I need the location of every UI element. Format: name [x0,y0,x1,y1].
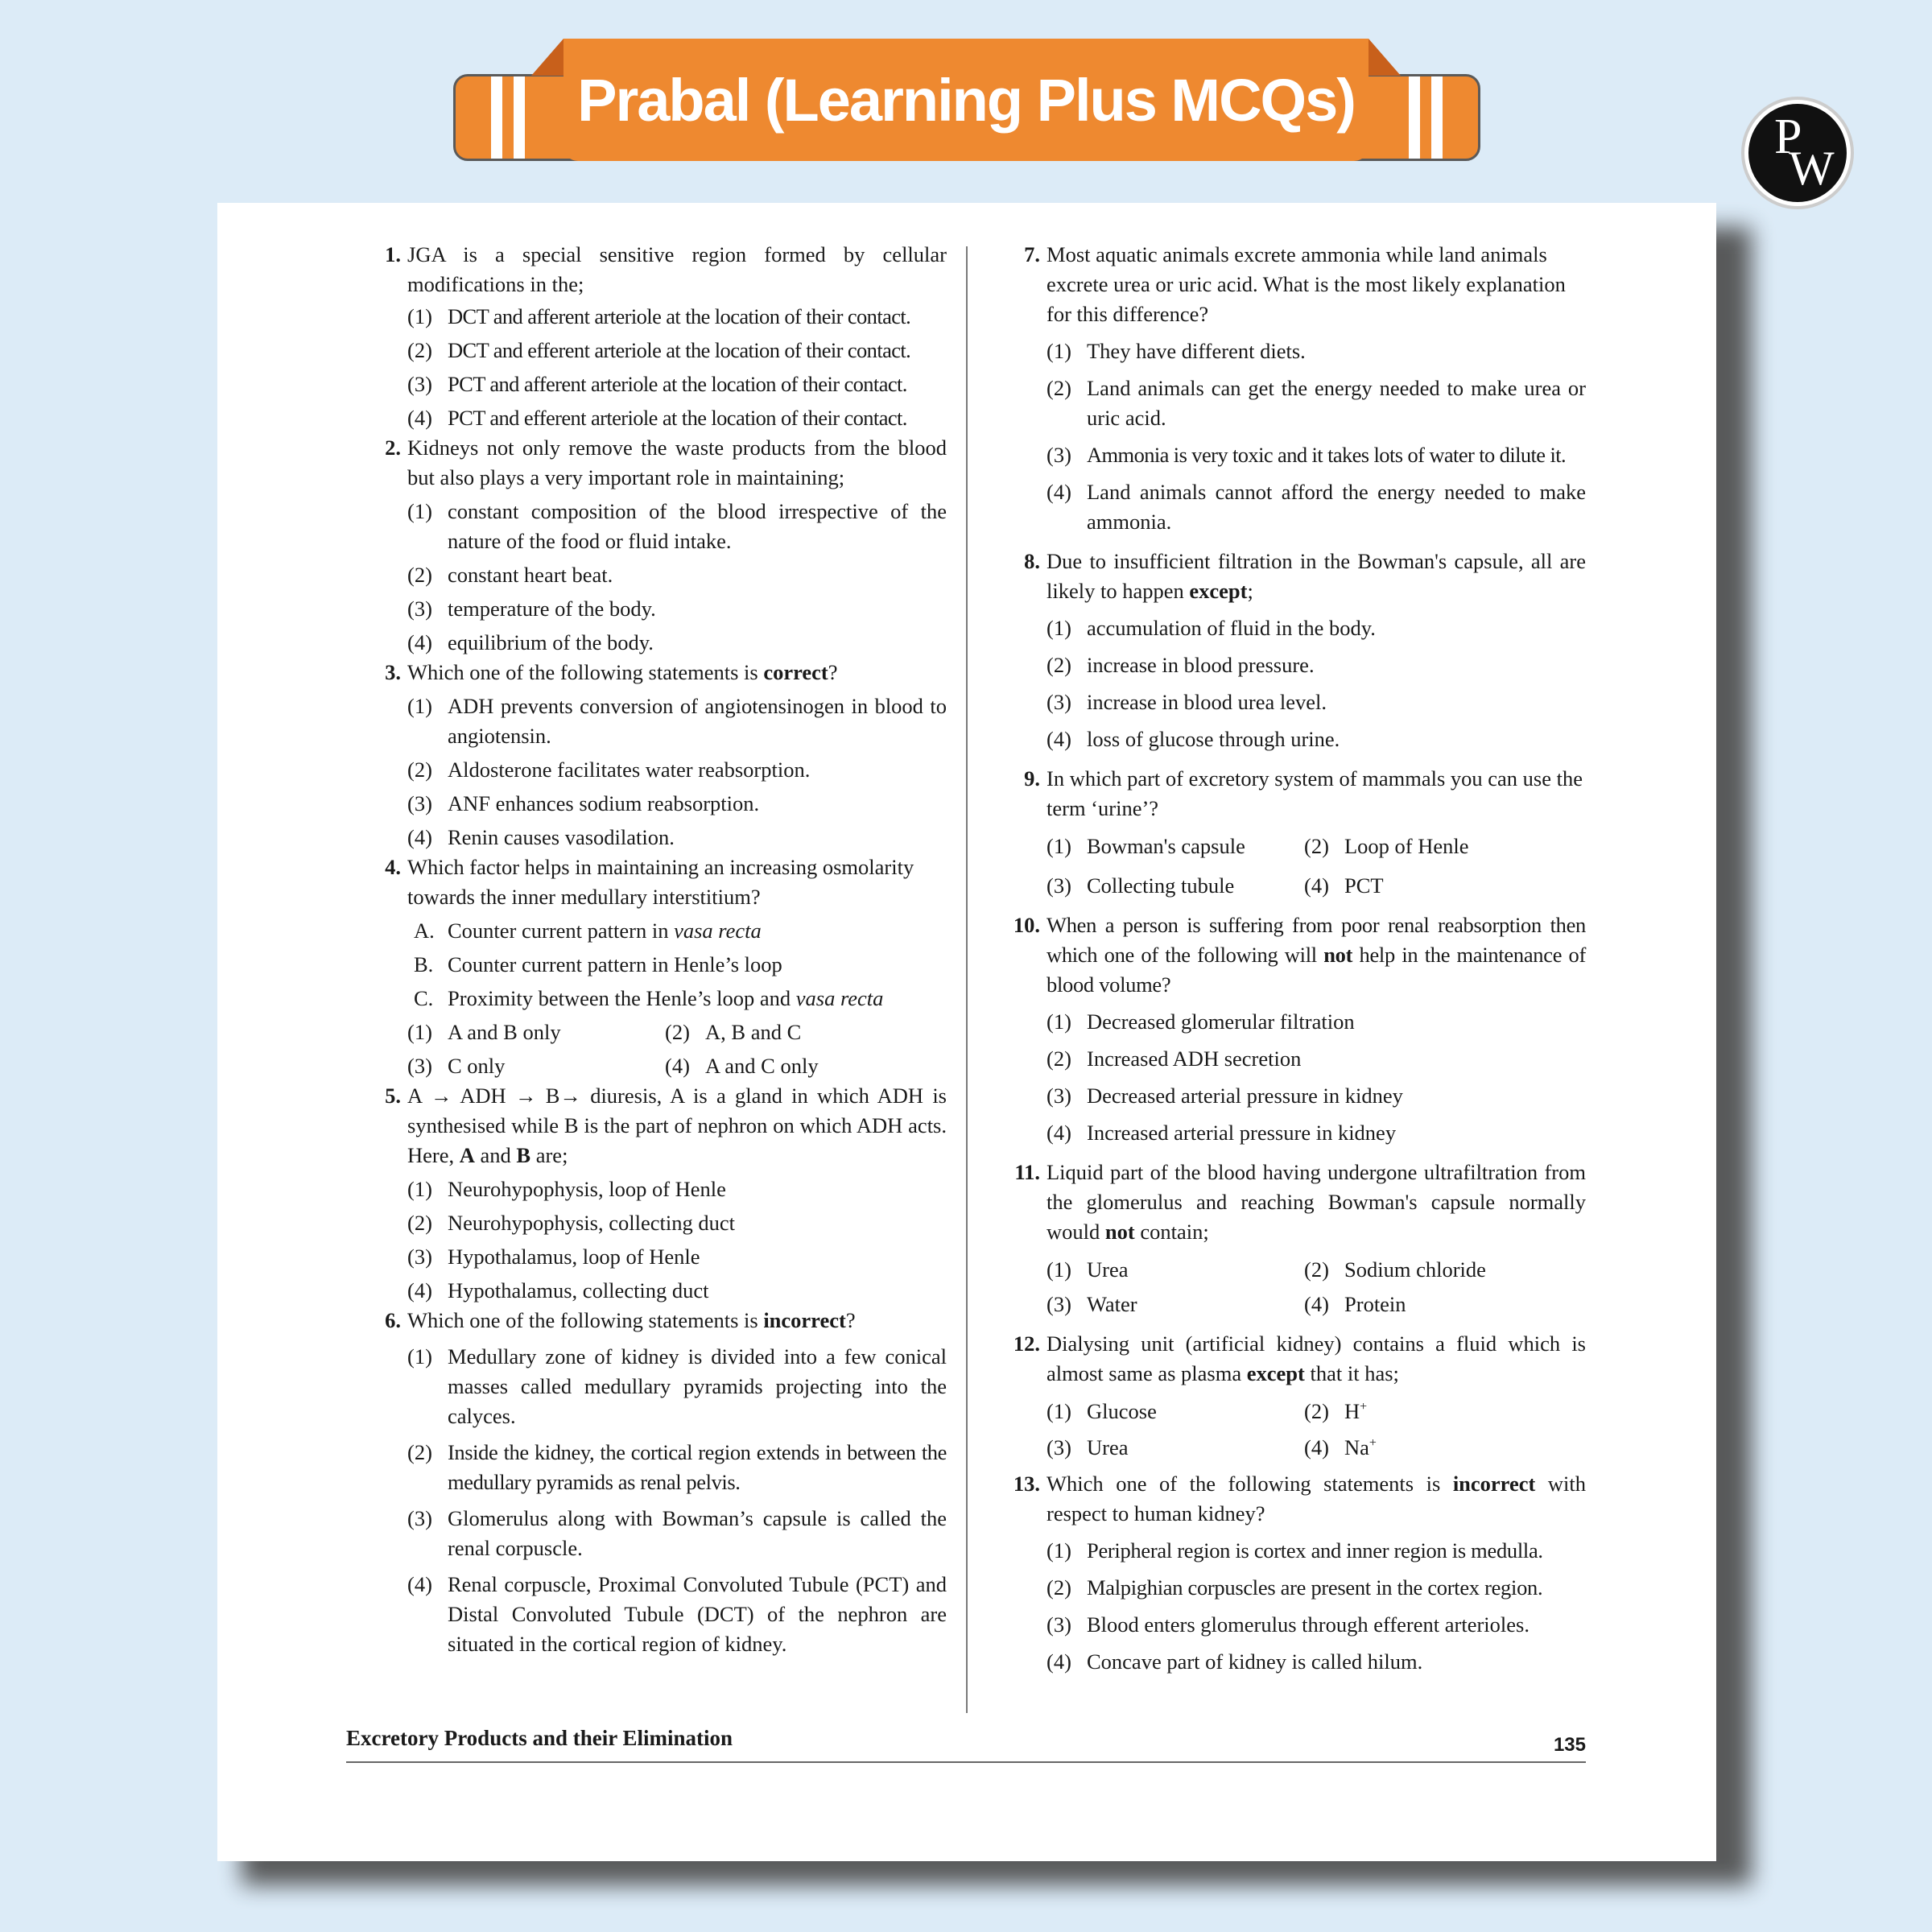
page-number: 135 [1553,1734,1586,1756]
option-text: temperature of the body. [448,597,656,621]
question [369,1081,947,1306]
option-text: Glomerulus along with Bowman’s capsule is called the renal corpuscle. [448,1506,947,1560]
banner-title: Prabal (Learning Plus MCQs) [577,66,1355,134]
option-text: Bowman's capsule [1087,834,1245,858]
banner [564,39,1368,161]
option-text: PCT and efferent arteriole at the location of their contact. [448,406,907,430]
option-label: (2) [1046,1046,1071,1071]
option-label: (4) [407,630,432,654]
option-text: A and B only [448,1020,561,1044]
option-label: (3) [1046,690,1071,714]
option-label: (1) [1046,616,1071,640]
option-text: Blood enters glomerulus through efferent arterioles. [1087,1612,1530,1637]
option-text: Land animals cannot afford the energy needed to make ammonia. [1087,480,1586,534]
option-text: Hypothalamus, loop of Henle [448,1245,700,1269]
question-number: 12. [1013,1331,1040,1356]
question-number: 13. [1013,1472,1040,1496]
option-label: (2) [1046,653,1071,677]
question-text: When a person is suffering from poor renal reabsorption then which one of the following will not help in the maintenance of blood volume? [1046,913,1587,997]
option-label: (1) [1046,1399,1071,1423]
option-label: (2) [407,563,432,587]
option-text: DCT and afferent arteriole at the location of their contact. [448,304,911,328]
question-number: 1. [385,242,401,266]
question [369,852,947,1081]
option-text: loss of glucose through urine. [1087,727,1340,751]
option-label: (2) [1304,1257,1329,1282]
option-text: increase in blood urea level. [1087,690,1327,714]
option-text: DCT and efferent arteriole at the location of their contact. [448,338,911,362]
question-number: 2. [385,436,401,460]
statement-text: Counter current pattern in Henle’s loop [448,952,782,976]
option-text: Neurohypophysis, loop of Henle [448,1177,726,1201]
option-text: Malpighian corpuscles are present in the cortex region. [1087,1575,1543,1600]
option-label: (1) [1046,1538,1071,1563]
option-label: (3) [1046,1292,1071,1316]
statement-text: Proximity between the Henle’s loop and vasa recta [448,986,884,1010]
pw-logo-mark [1748,104,1847,202]
option-text: A and C only [705,1054,819,1078]
question-number: 6. [385,1308,401,1332]
option-text: ANF enhances sodium reabsorption. [448,791,760,815]
option-label: (3) [1046,1084,1071,1108]
option-text: C only [448,1054,506,1078]
question-text: Which factor helps in maintaining an increasing osmolarity towards the inner medullary interstitium? [407,855,914,909]
statement-text: Counter current pattern in vasa recta [448,919,762,943]
banner-fold-left [531,39,564,76]
option-label: (2) [407,1440,432,1464]
question-text: Which one of the following statements is incorrect with respect to human kidney? [1046,1472,1586,1525]
option-label: (4) [1304,1435,1329,1459]
option-text: Increased arterial pressure in kidney [1087,1121,1397,1145]
chapter-title: Excretory Products and their Elimination [346,1726,733,1750]
option-label: (4) [407,406,432,430]
column-divider [966,246,968,1713]
question [369,1306,947,1659]
logo-letter-p: P [1774,109,1802,164]
option-label: (1) [407,499,432,523]
option-text: Renal corpuscle, Proximal Convoluted Tubule (PCT) and Distal Convoluted Tubule (DCT) of the nephron are situated in the cortical region of kidney. [448,1572,947,1656]
question [1006,547,1586,754]
right-column [1006,240,1586,1677]
question-number: 4. [385,855,401,879]
option-label: (3) [407,1245,432,1269]
option-text: Collecting tubule [1087,873,1235,898]
ribbon-stripe [1409,76,1420,159]
question-text: Dialysing unit (artificial kidney) contains a fluid which is almost same as plasma except that it has; [1046,1331,1586,1385]
option-text: Land animals can get the energy needed to make urea or uric acid. [1087,376,1586,430]
question-text: Most aquatic animals excrete ammonia while land animals excrete urea or uric acid. What is the most likely explanation for this difference? [1046,242,1566,326]
option-label: (3) [407,791,432,815]
option-label: (2) [1304,834,1329,858]
question [369,658,947,852]
question-text: A → ADH → B→ diuresis, A is a gland in which ADH is synthesised while B is the part of nephron on which ADH acts. Here, A and B are; [407,1084,947,1167]
pw-logo [1741,97,1854,209]
question [1006,764,1586,901]
banner-fold-right [1368,39,1401,76]
option-label: (3) [407,1054,432,1078]
question [1006,1158,1586,1319]
option-label: (4) [665,1054,690,1078]
logo-letter-w: W [1789,142,1835,195]
option-text: Ammonia is very toxic and it takes lots of water to dilute it. [1087,443,1566,467]
question-text: Liquid part of the blood having undergone ultrafiltration from the glomerulus and reaching Bowman's capsule normally would not contain; [1046,1160,1586,1244]
option-text: PCT [1344,873,1384,898]
question [369,240,947,433]
option-label: (2) [407,338,432,362]
question-number: 8. [1024,549,1040,573]
question [1006,1329,1586,1463]
option-text: equilibrium of the body. [448,630,654,654]
option-label: (4) [407,1278,432,1302]
question-text: In which part of excretory system of mammals you can use the term ‘urine’? [1046,766,1583,820]
option-text: Hypothalamus, collecting duct [448,1278,709,1302]
option-label: (1) [407,1020,432,1044]
option-text: constant composition of the blood irrespective of the nature of the food or fluid intake. [448,499,947,553]
option-label: (3) [407,597,432,621]
option-text: Inside the kidney, the cortical region extends in between the medullary pyramids as renal pelvis. [448,1440,947,1494]
option-text: Na+ [1344,1435,1377,1459]
option-label: (4) [1046,1121,1071,1145]
option-label: (2) [1046,1575,1071,1600]
option-label: (4) [407,1572,432,1596]
option-label: (4) [1046,1649,1071,1674]
ribbon-stripe [1431,76,1443,159]
option-label: (1) [1046,339,1071,363]
option-text: A, B and C [705,1020,802,1044]
option-text: accumulation of fluid in the body. [1087,616,1376,640]
option-text: constant heart beat. [448,563,613,587]
option-text: Protein [1344,1292,1406,1316]
question-text: Kidneys not only remove the waste products from the blood but also plays a very important role in maintaining; [407,436,947,489]
option-label: (2) [407,758,432,782]
question-number: 7. [1024,242,1040,266]
footer-rule [346,1761,1586,1763]
question-text: JGA is a special sensitive region formed by cellular modifications in the; [407,242,947,296]
option-text: Increased ADH secretion [1087,1046,1302,1071]
question-text: Due to insufficient filtration in the Bowman's capsule, all are likely to happen except; [1046,549,1586,603]
option-text: Neurohypophysis, collecting duct [448,1211,735,1235]
option-label: (1) [1046,1009,1071,1034]
left-column [369,240,947,1659]
option-text: Glucose [1087,1399,1157,1423]
question-number: 9. [1024,766,1040,791]
option-text: Decreased arterial pressure in kidney [1087,1084,1403,1108]
ribbon-stripe [514,76,525,159]
option-label: (1) [1046,1257,1071,1282]
option-text: Sodium chloride [1344,1257,1486,1282]
question [369,433,947,658]
option-label: (1) [1046,834,1071,858]
option-label: (3) [1046,1435,1071,1459]
option-text: Urea [1087,1435,1129,1459]
option-label: (1) [407,1177,432,1201]
option-text: They have different diets. [1087,339,1306,363]
question-text: Which one of the following statements is incorrect? [407,1308,856,1332]
question [1006,910,1586,1148]
option-label: (1) [407,694,432,718]
option-label: (3) [1046,1612,1071,1637]
option-label: (4) [1304,873,1329,898]
question-number: 3. [385,660,401,684]
question-number: 11. [1014,1160,1040,1184]
option-text: Decreased glomerular filtration [1087,1009,1355,1034]
option-text: Concave part of kidney is called hilum. [1087,1649,1423,1674]
option-text: Urea [1087,1257,1129,1282]
option-text: Medullary zone of kidney is divided into a few conical masses called medullary pyramids projecting into the calyces. [448,1344,947,1428]
option-label: (2) [407,1211,432,1235]
option-label: (3) [1046,873,1071,898]
option-label: (3) [1046,443,1071,467]
option-text: Peripheral region is cortex and inner region is medulla. [1087,1538,1543,1563]
option-label: (4) [1046,727,1071,751]
option-label: (2) [1046,376,1071,400]
option-text: ADH prevents conversion of angiotensinogen in blood to angiotensin. [448,694,947,748]
option-text: PCT and afferent arteriole at the location of their contact. [448,372,907,396]
option-text: H+ [1344,1399,1368,1423]
option-text: Loop of Henle [1344,834,1469,858]
option-text: Renin causes vasodilation. [448,825,675,849]
option-text: increase in blood pressure. [1087,653,1315,677]
ribbon-stripe [491,76,502,159]
option-label: (2) [665,1020,690,1044]
question [1006,240,1586,537]
option-label: (4) [1304,1292,1329,1316]
question-text: Which one of the following statements is correct? [407,660,838,684]
option-text: Water [1087,1292,1137,1316]
option-label: (4) [407,825,432,849]
statement-label: A. [414,919,435,943]
option-text: Aldosterone facilitates water reabsorption. [448,758,811,782]
option-label: (1) [407,1344,432,1368]
option-label: (1) [407,304,432,328]
option-label: (3) [407,1506,432,1530]
option-label: (4) [1046,480,1071,504]
question-number: 10. [1013,913,1040,937]
option-label: (3) [407,372,432,396]
question-number: 5. [385,1084,401,1108]
question [1006,1469,1586,1677]
statement-label: B. [414,952,434,976]
option-label: (2) [1304,1399,1329,1423]
statement-label: C. [414,986,434,1010]
